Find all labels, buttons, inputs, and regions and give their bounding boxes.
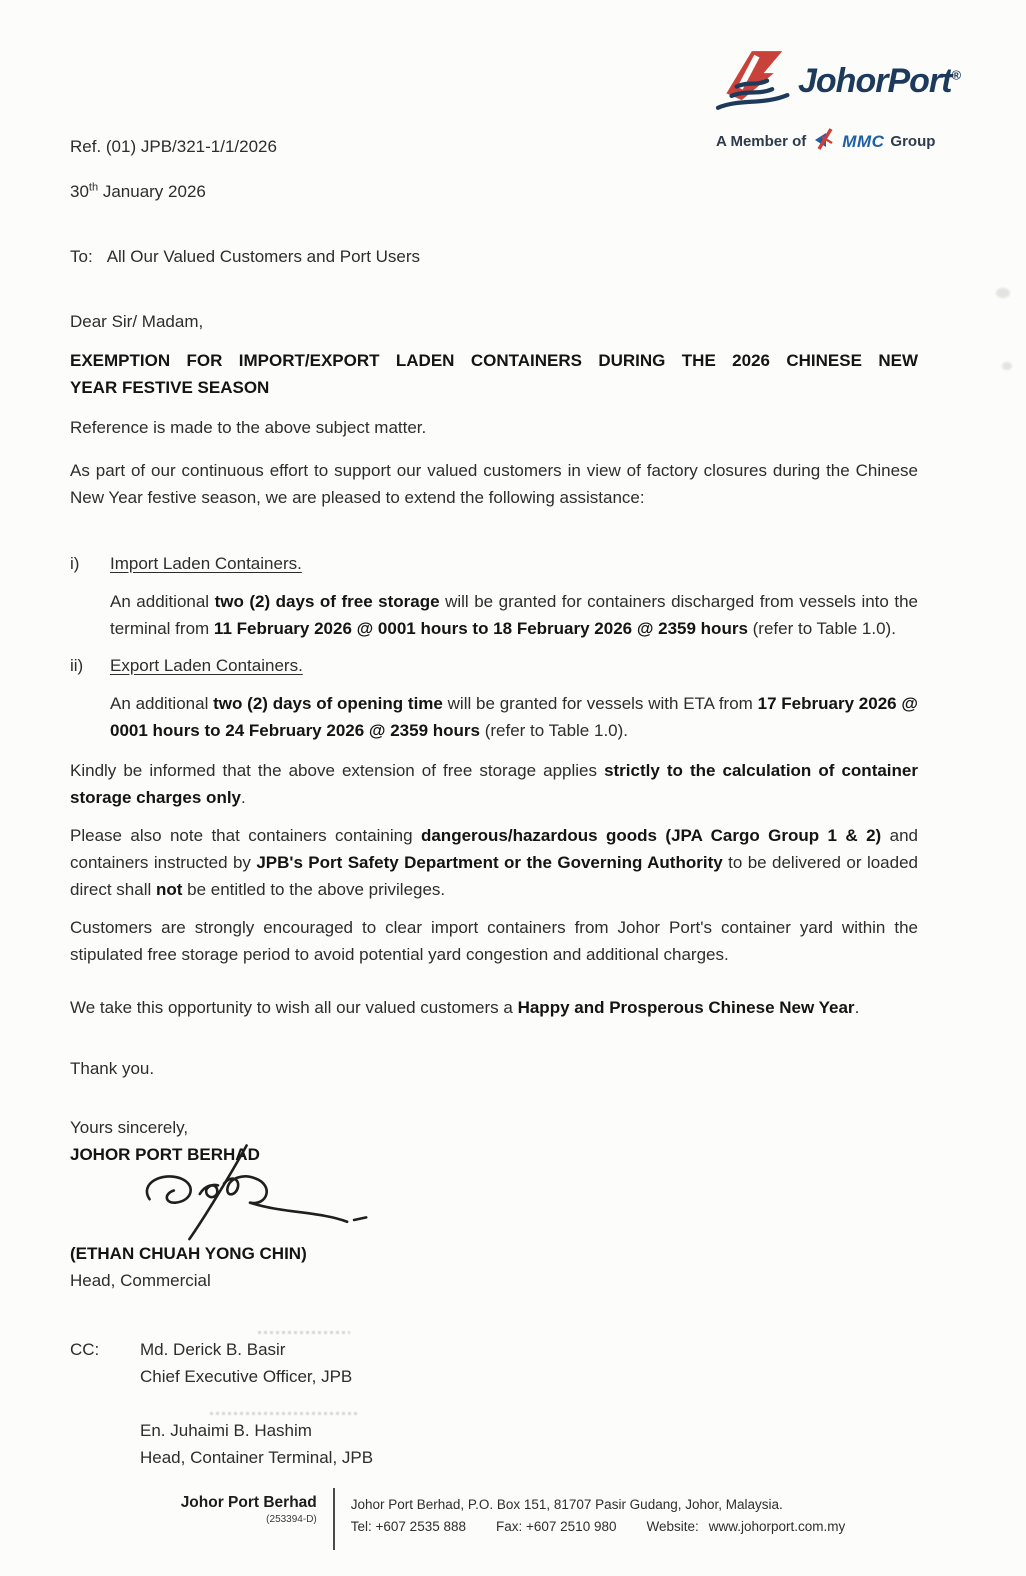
item-marker: ii) bbox=[70, 656, 84, 675]
signer-name: (ETHAN CHUAH YONG CHIN) bbox=[70, 1244, 307, 1263]
text-run: to be delivered or loaded direct shall bbox=[70, 853, 919, 899]
footer-website-url: www.johorport.com.my bbox=[708, 1519, 846, 1534]
text-run: strictly to the calculation of container storage charges only bbox=[70, 761, 918, 807]
paragraph-wish bbox=[70, 994, 918, 1021]
list-item-export bbox=[70, 652, 918, 744]
to-label: To: bbox=[70, 247, 93, 266]
footer-contact-line bbox=[351, 1516, 846, 1538]
letter-date bbox=[70, 178, 918, 205]
footer-tel: Tel: +607 2535 888 bbox=[350, 1519, 466, 1534]
brand-name: JohorPort bbox=[798, 62, 952, 100]
text-run: two (2) days of opening time bbox=[213, 694, 443, 713]
cc-block bbox=[70, 1336, 918, 1471]
text-run: We take this opportunity to wish all our valued customers a bbox=[70, 998, 518, 1017]
reference-number: Ref. (01) JPB/321-1/1/2026 bbox=[70, 137, 277, 156]
footer-company-name: Johor Port Berhad bbox=[180, 1494, 317, 1511]
cc-name: Md. Derick B. Basir bbox=[140, 1340, 286, 1359]
item-body-export bbox=[110, 690, 918, 744]
text-run: An additional bbox=[110, 592, 215, 611]
footer-divider bbox=[333, 1488, 335, 1550]
text-run: JPB's Port Safety Department or the Governing Authority bbox=[256, 853, 723, 872]
text-run: 17 February 2026 @ 0001 hours to 24 February 2026 @ 2359 hours bbox=[110, 694, 918, 740]
subject-heading bbox=[70, 347, 918, 401]
text-run: 11 February 2026 @ 0001 hours to 18 February 2026 @ 2359 hours bbox=[213, 619, 748, 638]
text-run: (refer to Table 1.0). bbox=[479, 721, 629, 740]
signer-title: Head, Commercial bbox=[70, 1271, 211, 1290]
text-run: not bbox=[155, 880, 183, 899]
thank-you-line: Thank you. bbox=[70, 1059, 155, 1078]
member-of-line bbox=[716, 127, 967, 156]
text-run: be entitled to the above privileges. bbox=[182, 880, 446, 899]
to-value: All Our Valued Customers and Port Users bbox=[106, 247, 421, 266]
mmc-logo-icon bbox=[812, 127, 836, 156]
addressee-line bbox=[70, 243, 918, 270]
paragraph-intro: As part of our continuous effort to support our valued customers in view of factory closures during the Chinese New Year festive season, we are pleased to extend the following assistance: bbox=[70, 461, 918, 507]
scan-artifact bbox=[1002, 362, 1012, 370]
registered-mark: ® bbox=[951, 67, 961, 83]
johorport-logo-icon bbox=[712, 46, 790, 117]
sincerely-line: Yours sincerely, bbox=[70, 1118, 189, 1137]
text-run: . bbox=[241, 788, 246, 807]
scan-smudge bbox=[210, 1412, 360, 1415]
date-ordinal: th bbox=[88, 181, 99, 194]
letterhead-footer bbox=[0, 1488, 1026, 1550]
closing-block bbox=[70, 1114, 918, 1294]
salutation: Dear Sir/ Madam, bbox=[70, 312, 204, 331]
footer-website-label: Website: bbox=[646, 1519, 699, 1534]
text-run: dangerous/hazardous goods (JPA Cargo Group 1 & 2) bbox=[420, 826, 882, 845]
item-marker: i) bbox=[70, 554, 80, 573]
member-prefix-text: A Member of bbox=[716, 133, 807, 150]
footer-fax: Fax: +607 2510 980 bbox=[496, 1519, 617, 1534]
item-body-import bbox=[110, 588, 918, 642]
cc-label: CC: bbox=[70, 1340, 100, 1359]
date-day: 30 bbox=[70, 182, 89, 201]
johorport-logo bbox=[712, 46, 967, 156]
cc-name: En. Juhaimi B. Hashim bbox=[140, 1421, 312, 1440]
paragraph-dangerous-goods bbox=[70, 822, 918, 903]
text-run: two (2) days of free storage bbox=[214, 592, 440, 611]
text-run: Kindly be informed that the above extension of free storage applies bbox=[70, 761, 605, 780]
text-run: Please also note that containers containing bbox=[70, 826, 421, 845]
company-name-line: JOHOR PORT BERHAD bbox=[70, 1145, 260, 1164]
text-run: Happy and Prosperous Chinese New Year bbox=[517, 998, 855, 1017]
scan-artifact bbox=[996, 288, 1010, 298]
item-heading-export: Export Laden Containers. bbox=[110, 656, 303, 675]
paragraph-reference: Reference is made to the above subject matter. bbox=[70, 418, 427, 437]
text-run: and containers instructed by bbox=[70, 826, 918, 872]
date-rest: January 2026 bbox=[98, 182, 206, 201]
paragraph-clearance: Customers are strongly encouraged to clear import containers from Johor Port's container yard within the stipulated free storage period to avoid potential yard congestion and additional charges. bbox=[70, 918, 918, 964]
subject-line-1: EXEMPTION FOR IMPORT/EXPORT LADEN CONTAINERS DURING THE 2026 CHINESE NEW bbox=[70, 351, 918, 370]
group-text: Group bbox=[890, 133, 936, 150]
text-run: . bbox=[854, 998, 860, 1017]
footer-address: Johor Port Berhad, P.O. Box 151, 81707 Pasir Gudang, Johor, Malaysia. bbox=[350, 1497, 783, 1512]
text-run: will be granted for containers discharged from vessels into the terminal from bbox=[110, 592, 918, 638]
cc-title: Chief Executive Officer, JPB bbox=[140, 1367, 353, 1386]
footer-registration-number: (253394-D) bbox=[266, 1514, 317, 1525]
paragraph-kindly bbox=[70, 757, 918, 811]
item-heading-import: Import Laden Containers. bbox=[110, 554, 302, 573]
brand-wordmark bbox=[798, 62, 960, 101]
signature-scribble bbox=[122, 1142, 918, 1254]
subject-line-2: YEAR FESTIVE SEASON bbox=[70, 378, 270, 397]
cc-entry bbox=[140, 1417, 373, 1471]
cc-title: Head, Container Terminal, JPB bbox=[140, 1448, 374, 1467]
text-run: will be granted for vessels with ETA from bbox=[442, 694, 758, 713]
text-run: An additional bbox=[110, 694, 214, 713]
mmc-text: MMC bbox=[842, 131, 885, 151]
text-run: (refer to Table 1.0). bbox=[747, 619, 896, 638]
list-item-import bbox=[70, 550, 918, 642]
cc-entry bbox=[140, 1336, 373, 1390]
scan-smudge bbox=[258, 1331, 350, 1334]
